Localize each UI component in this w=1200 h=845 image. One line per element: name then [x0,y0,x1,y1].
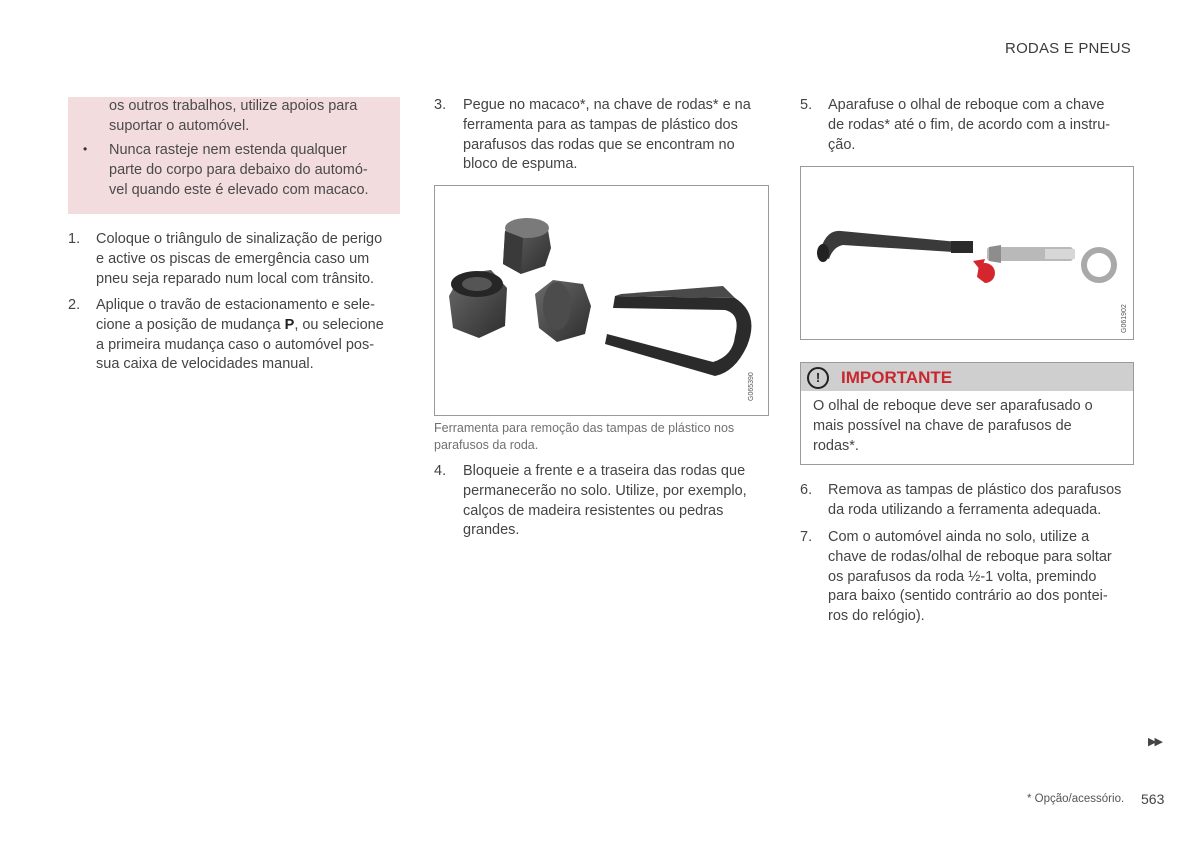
bolt-cap-side-icon [535,280,591,342]
step-text-line: parafusos das rodas que se encontram no [463,136,735,153]
step-text-line: sua caixa de velocidades manual. [96,356,314,373]
step-number: 5. [800,97,813,113]
step-number: 2. [68,297,81,313]
wheel-wrench-icon [817,231,973,262]
step-text-line: grandes. [463,522,520,539]
warning-text-line: vel quando este é elevado com macaco. [109,182,369,198]
step-text-line: e active os piscas de emergência caso um [96,250,370,267]
continue-arrows-icon: ▶▶ [1148,736,1161,748]
step-3 [434,96,774,175]
step-number: 1. [68,231,81,247]
bullet-icon: • [83,142,88,156]
warning-text-line: suportar o automóvel. [109,118,250,134]
step-text-line: a primeira mudança caso o automóvel pos- [96,336,375,353]
step-number: 4. [434,463,447,479]
page-number: 563 [1141,791,1165,807]
wrench-towing-eye-illustration [801,167,1133,339]
figure-code: G061902 [1121,304,1128,333]
step-text-line: Aparafuse o olhal de reboque com a chave [828,97,1105,113]
footnote: * Opção/acessório. [1027,793,1125,805]
warning-text-line: Nunca rasteje nem estenda qualquer [109,142,347,158]
warning-text-line: os outros trabalhos, utilize apoios para [109,98,358,114]
warning-text-line: parte do corpo para debaixo do automó- [109,162,368,178]
figure-caption: Ferramenta para remoção das tampas de plástico nos parafusos da roda. [434,421,735,452]
important-text: O olhal de reboque deve ser aparafusado o mais possível na chave de parafusos de rodas*. [813,398,1093,454]
step-5 [800,96,1140,155]
step-text-line: permanecerão no solo. Utilize, por exemplo, [463,482,747,499]
step-text-line: Aplique o travão de estacionamento e sele- [96,297,375,313]
figure-towing-eye [800,166,1134,340]
figure-cap-removal-tool [434,185,769,416]
step-number: 3. [434,97,447,113]
step-text-line: de rodas* até o fim, de acordo com a instru- [828,116,1111,133]
step-number: 6. [800,482,813,498]
bolt-cap-icon [503,218,551,274]
step-text-line: Bloqueie a frente e a traseira das rodas que [463,463,746,479]
step-text-line: ros do relógio). [828,608,925,625]
step-1 [68,230,398,289]
step-text-line: pneu seja reparado num local com trânsito. [96,270,375,287]
bolt-cap-open-icon [449,270,507,338]
section-header: RODAS E PNEUS [1005,40,1131,57]
step-text-line: Coloque o triângulo de sinalização de perigo [96,231,383,247]
towing-eye-icon [987,245,1114,280]
figure-code: G065390 [748,372,755,401]
step-text-line: cione a posição de mudança P, ou selecione [96,316,384,333]
important-box [800,362,1134,465]
step-7 [800,528,1140,627]
step-text-line: chave de rodas/olhal de reboque para soltar [828,548,1112,565]
step-text-line: Remova as tampas de plástico dos parafusos [828,482,1122,498]
step-text-line: ção. [828,136,856,153]
step-text-line: da roda utilizando a ferramenta adequada. [828,501,1102,518]
step-text-line: para baixo (sentido contrário ao dos pontei- [828,588,1108,605]
important-header [801,363,1133,391]
removal-tool-icon [605,286,751,376]
step-text-line: Pegue no macaco*, na chave de rodas* e na [463,97,751,113]
step-4 [434,462,774,541]
step-text-line: ferramenta para as tampas de plástico dos [463,116,738,133]
step-2 [68,296,398,375]
step-6 [800,481,1140,521]
gear-position-p: P [284,316,295,333]
step-text-line: bloco de espuma. [463,156,578,173]
rotation-arrow-icon [973,259,995,283]
step-text-line: Com o automóvel ainda no solo, utilize a [828,529,1090,545]
step-text-line: calços de madeira resistentes ou pedras [463,502,724,519]
exclamation-icon: ! [807,367,829,389]
cap-tool-illustration [435,186,768,415]
important-title: IMPORTANTE [841,368,953,387]
step-text-line: os parafusos da roda ½-1 volta, premindo [828,568,1097,585]
step-number: 7. [800,529,813,545]
